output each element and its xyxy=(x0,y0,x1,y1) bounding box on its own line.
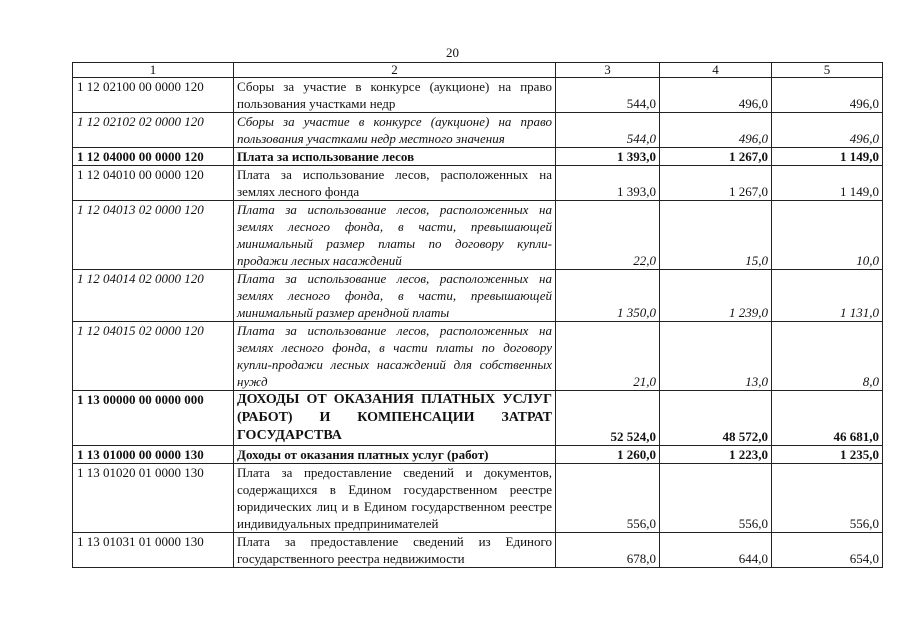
row-code: 1 12 04000 00 0000 120 xyxy=(73,148,234,166)
table-row xyxy=(73,148,883,166)
table-row xyxy=(73,113,883,148)
row-code: 1 13 01031 01 0000 130 xyxy=(73,533,234,568)
row-code: 1 12 02100 00 0000 120 xyxy=(73,78,234,113)
row-value-col5: 10,0 xyxy=(772,201,883,270)
row-value-col4: 644,0 xyxy=(660,533,772,568)
table-row xyxy=(73,270,883,322)
row-value-col3: 544,0 xyxy=(556,113,660,148)
column-header: 5 xyxy=(772,63,883,78)
row-description: Плата за предоставление сведений и документов, содержащихся в Едином государственном реестре юридических лиц и в Едином государственном реестре индивидуальных предпринимателей xyxy=(234,464,556,533)
row-value-col4: 496,0 xyxy=(660,78,772,113)
budget-table xyxy=(72,62,883,568)
table-row xyxy=(73,201,883,270)
row-description: Сборы за участие в конкурсе (аукционе) на право пользования участками недр xyxy=(234,78,556,113)
row-code: 1 13 01020 01 0000 130 xyxy=(73,464,234,533)
row-value-col4: 496,0 xyxy=(660,113,772,148)
row-code: 1 12 04010 00 0000 120 xyxy=(73,166,234,201)
row-value-col3: 1 260,0 xyxy=(556,446,660,464)
row-description: Плата за использование лесов, расположенных на землях лесного фонда, в части платы по договору купли-продажи лесных насаждений для собственных нужд xyxy=(234,322,556,391)
table-row xyxy=(73,78,883,113)
row-value-col5: 1 149,0 xyxy=(772,148,883,166)
table-row xyxy=(73,446,883,464)
row-value-col4: 1 223,0 xyxy=(660,446,772,464)
row-description: ДОХОДЫ ОТ ОКАЗАНИЯ ПЛАТНЫХ УСЛУГ (РАБОТ) И КОМПЕНСАЦИИ ЗАТРАТ ГОСУДАРСТВА xyxy=(234,391,556,446)
row-value-col3: 1 350,0 xyxy=(556,270,660,322)
row-description: Сборы за участие в конкурсе (аукционе) на право пользования участками недр местного значения xyxy=(234,113,556,148)
row-code: 1 12 04015 02 0000 120 xyxy=(73,322,234,391)
row-code: 1 12 04013 02 0000 120 xyxy=(73,201,234,270)
row-value-col3: 556,0 xyxy=(556,464,660,533)
column-header: 3 xyxy=(556,63,660,78)
row-description: Доходы от оказания платных услуг (работ) xyxy=(234,446,556,464)
row-value-col3: 52 524,0 xyxy=(556,391,660,446)
row-value-col3: 678,0 xyxy=(556,533,660,568)
row-value-col5: 1 131,0 xyxy=(772,270,883,322)
row-value-col4: 1 267,0 xyxy=(660,166,772,201)
row-value-col3: 1 393,0 xyxy=(556,166,660,201)
row-value-col5: 496,0 xyxy=(772,78,883,113)
row-value-col4: 1 267,0 xyxy=(660,148,772,166)
row-value-col3: 1 393,0 xyxy=(556,148,660,166)
row-value-col4: 556,0 xyxy=(660,464,772,533)
row-code: 1 13 01000 00 0000 130 xyxy=(73,446,234,464)
row-value-col5: 1 149,0 xyxy=(772,166,883,201)
row-description: Плата за использование лесов, расположенных на землях лесного фонда xyxy=(234,166,556,201)
table-row xyxy=(73,166,883,201)
row-value-col4: 13,0 xyxy=(660,322,772,391)
table-row xyxy=(73,464,883,533)
row-description: Плата за предоставление сведений из Единого государственного реестра недвижимости xyxy=(234,533,556,568)
row-value-col3: 544,0 xyxy=(556,78,660,113)
table-row xyxy=(73,533,883,568)
row-value-col3: 22,0 xyxy=(556,201,660,270)
page-number: 20 xyxy=(446,45,459,60)
row-value-col5: 654,0 xyxy=(772,533,883,568)
row-description: Плата за использование лесов, расположенных на землях лесного фонда, в части, превышающей минимальный размер платы по договору купли-продажи лесных насаждений xyxy=(234,201,556,270)
row-value-col5: 556,0 xyxy=(772,464,883,533)
row-code: 1 12 02102 02 0000 120 xyxy=(73,113,234,148)
row-value-col4: 48 572,0 xyxy=(660,391,772,446)
row-value-col5: 496,0 xyxy=(772,113,883,148)
row-description: Плата за использование лесов, расположенных на землях лесного фонда, в части, превышающей минимальный размер арендной платы xyxy=(234,270,556,322)
row-value-col5: 46 681,0 xyxy=(772,391,883,446)
header-row xyxy=(73,63,883,78)
row-value-col4: 1 239,0 xyxy=(660,270,772,322)
row-value-col3: 21,0 xyxy=(556,322,660,391)
column-header: 1 xyxy=(73,63,234,78)
row-value-col5: 8,0 xyxy=(772,322,883,391)
row-code: 1 13 00000 00 0000 000 xyxy=(73,391,234,446)
row-value-col5: 1 235,0 xyxy=(772,446,883,464)
table-row xyxy=(73,391,883,446)
row-code: 1 12 04014 02 0000 120 xyxy=(73,270,234,322)
column-header: 4 xyxy=(660,63,772,78)
table-row xyxy=(73,322,883,391)
row-description: Плата за использование лесов xyxy=(234,148,556,166)
row-value-col4: 15,0 xyxy=(660,201,772,270)
column-header: 2 xyxy=(234,63,556,78)
